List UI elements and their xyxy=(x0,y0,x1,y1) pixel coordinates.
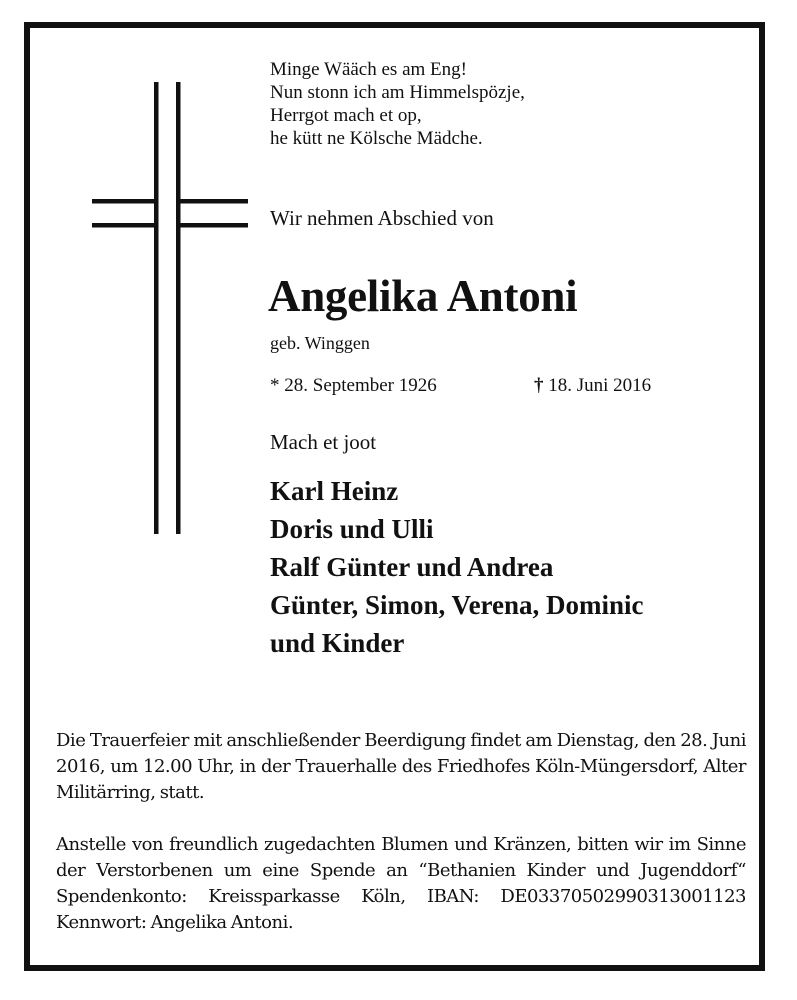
funeral-notice: Die Trauerfeier mit anschließender Beerdigung findet am Dienstag, den 28. Juni 2016, um 12.00 Uhr, in der Trauerhalle des Friedhofes Köln-Müngersdorf, Alter Militärring, statt. xyxy=(56,730,746,803)
mourner-line: Ralf Günter und Andrea xyxy=(270,552,554,582)
mourner-line: Karl Heinz xyxy=(270,476,399,506)
donation-notice: Anstelle von freundlich zugedachten Blumen und Kränzen, bitten wir im Sinne der Verstorbenen um eine Spende an “Bethanien Kinder und Jugenddorf“ Spendenkonto: Kreissparkasse Köln, IBAN: DE03370502990313001123 Kennwort: Angelika Antoni. xyxy=(56,834,746,933)
intro-text: Wir nehmen Abschied von xyxy=(270,206,494,230)
poem-line: Herrgot mach et op, xyxy=(270,105,422,126)
poem-line: Nun stonn ich am Himmelspözje, xyxy=(270,82,525,103)
poem-line: Minge Wääch es am Eng! xyxy=(270,59,467,80)
cross-icon xyxy=(92,82,252,542)
death-date: 18. Juni 2016 xyxy=(548,375,652,396)
life-dates xyxy=(270,375,652,397)
deceased-name: Angelika Antoni xyxy=(268,271,578,321)
death-date-group xyxy=(534,375,651,397)
mourners-list xyxy=(270,472,750,662)
poem-line: he kütt ne Kölsche Mädche. xyxy=(270,128,483,149)
birth-date: * 28. September 1926 xyxy=(270,375,437,396)
poem xyxy=(270,58,690,150)
dagger-icon: † xyxy=(534,375,544,396)
farewell-text: Mach et joot xyxy=(270,430,377,454)
mourner-line: Günter, Simon, Verena, Dominic xyxy=(270,590,644,620)
mourner-line: und Kinder xyxy=(270,628,405,658)
mourner-line: Doris und Ulli xyxy=(270,514,434,544)
maiden-name: geb. Winggen xyxy=(270,333,370,353)
obituary-frame xyxy=(24,22,765,971)
